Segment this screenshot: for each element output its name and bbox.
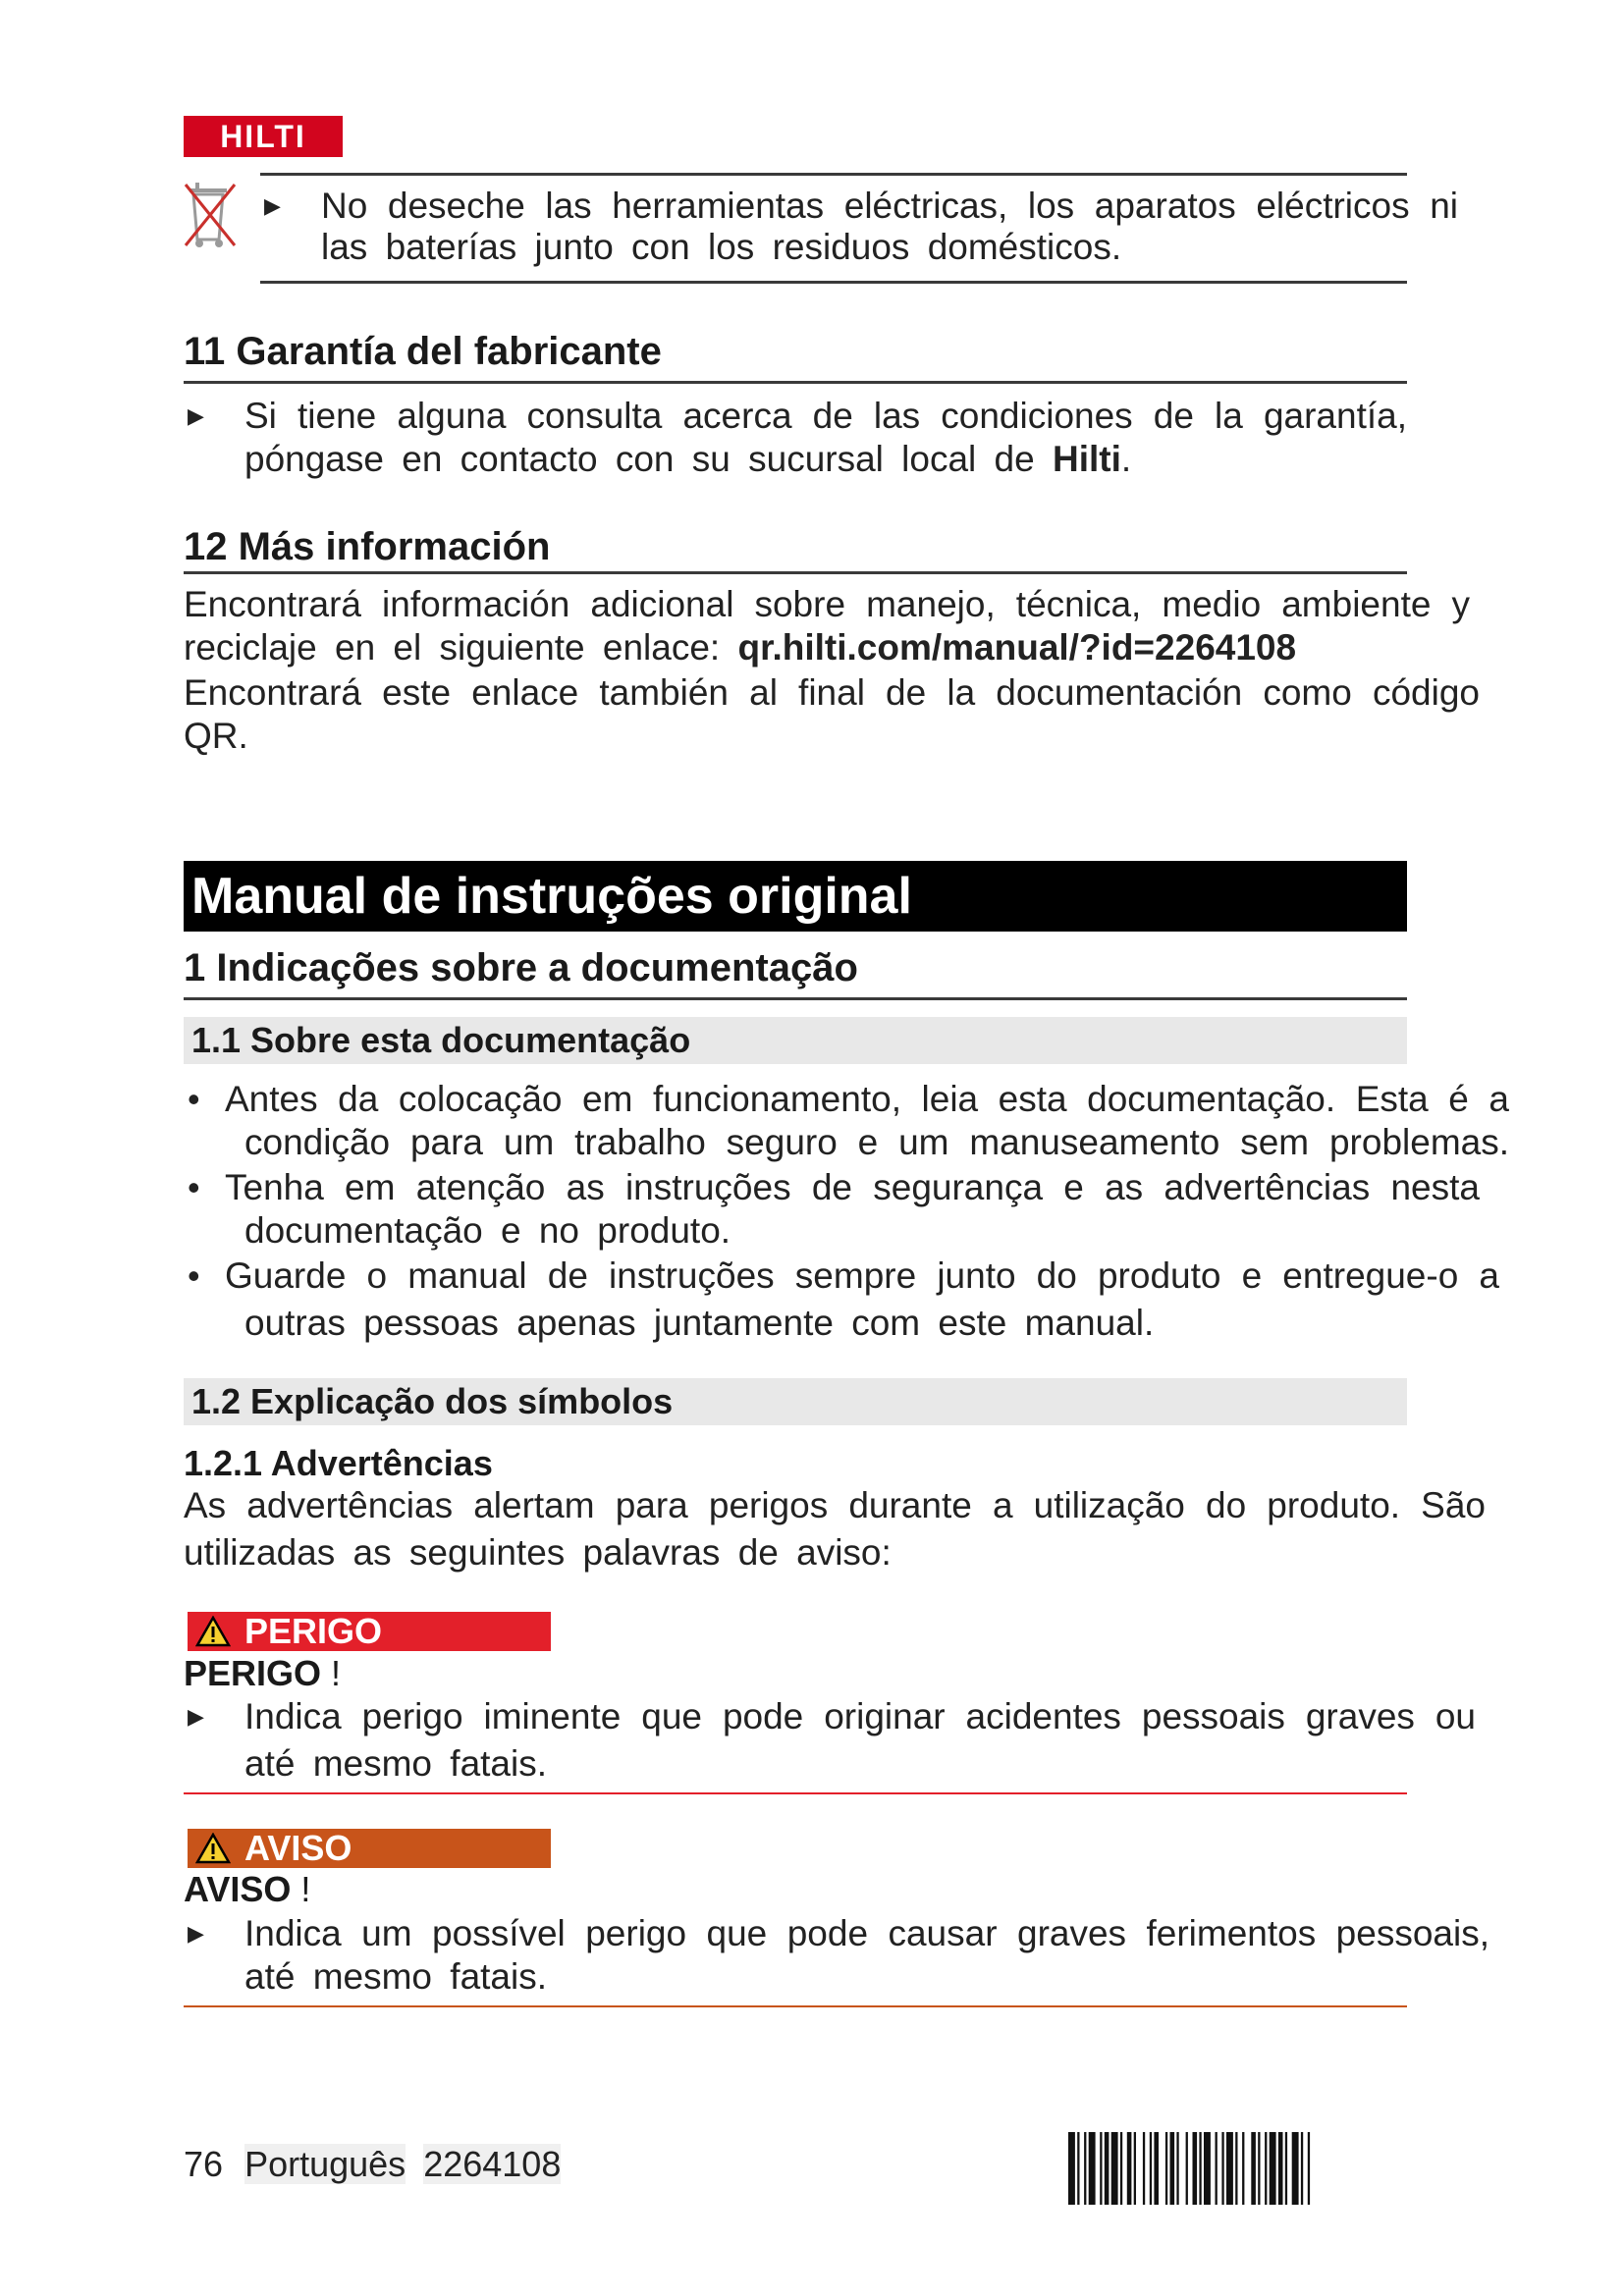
list-item	[184, 1166, 1509, 1253]
barcode-bar	[1251, 2132, 1256, 2205]
section-12-line-1: Encontrará información adicional sobre manejo, técnica, medio ambiente y	[184, 584, 1470, 624]
disposal-text	[260, 185, 1458, 269]
perigo-heading	[184, 1653, 341, 1694]
aviso-divider	[184, 2005, 1407, 2007]
manual-link[interactable]: qr.hilti.com/manual/?id=2264108	[737, 627, 1297, 667]
section-11-line-1: Si tiene alguna consulta acerca de las condiciones de la garantía,	[244, 396, 1407, 436]
barcode-bar	[1084, 2132, 1086, 2205]
barcode-bar	[1308, 2132, 1310, 2205]
section-11-text	[184, 395, 1407, 481]
aviso-label-text: AVISO	[244, 1828, 352, 1868]
list-item	[184, 1078, 1509, 1164]
exclamation: !	[300, 1869, 311, 1909]
barcode-bar	[1235, 2132, 1237, 2205]
triangle-bullet-icon: ▶	[188, 403, 204, 428]
perigo-heading-text: PERIGO	[184, 1653, 322, 1693]
section-12-line-4: QR.	[184, 716, 248, 756]
barcode-bar	[1204, 2132, 1211, 2205]
aviso-line-2: até mesmo fatais.	[244, 1956, 548, 1997]
list-item-line-1: Antes da colocação em funcionamento, leia esta documentação. Esta é a	[225, 1079, 1509, 1119]
bullet-list	[184, 1078, 1509, 1345]
section-12-text	[184, 583, 1480, 758]
triangle-bullet-icon: ▶	[264, 193, 281, 218]
disposal-line-2: las baterías junto con los residuos domésticos.	[321, 227, 1122, 267]
barcode-bar	[1170, 2132, 1175, 2205]
section-12-title: 12 Más información	[184, 525, 551, 568]
barcode-bar	[1134, 2132, 1136, 2205]
warning-triangle-icon	[195, 1616, 231, 1647]
section-1-title: 1 Indicações sobre a documentação	[184, 946, 858, 989]
period: .	[1120, 439, 1132, 479]
intro-line-1: As advertências alertam para perigos durante a utilização do produto. São	[184, 1485, 1486, 1525]
barcode-bar	[1285, 2132, 1287, 2205]
triangle-bullet-icon: ▶	[188, 1704, 204, 1729]
perigo-description	[184, 1695, 1476, 1786]
barcode-bar	[1270, 2132, 1276, 2205]
barcode-bar	[1100, 2132, 1102, 2205]
barcode-bar	[1226, 2132, 1233, 2205]
barcode-bar	[1154, 2132, 1159, 2205]
barcode-bar	[1258, 2132, 1260, 2205]
section-11-line-2-text: póngase en contacto con su sucursal local de	[244, 439, 1035, 479]
barcode-bar	[1242, 2132, 1244, 2205]
barcode-bar	[1186, 2132, 1188, 2205]
hilti-brand: Hilti	[1053, 439, 1121, 479]
aviso-signal-label	[188, 1829, 551, 1868]
barcode-bar	[1301, 2132, 1303, 2205]
barcode-bar	[1165, 2132, 1167, 2205]
disposal-line-1: No deseche las herramientas eléctricas, los aparatos eléctricos ni	[321, 186, 1458, 226]
list-item-line-2: outras pessoas apenas juntamente com este manual.	[244, 1303, 1155, 1343]
barcode-bar	[1176, 2132, 1178, 2205]
barcode-bar	[1278, 2132, 1283, 2205]
divider	[184, 381, 1407, 384]
divider	[260, 281, 1407, 284]
subsection-1-1-title: 1.1 Sobre esta documentação	[184, 1017, 1407, 1064]
section-11-title: 11 Garantía del fabricante	[184, 330, 662, 373]
warnings-intro	[184, 1484, 1486, 1575]
manual-title-banner: Manual de instruções original	[184, 861, 1407, 932]
section-12-line-2-text: reciclaje en el siguiente enlace:	[184, 627, 721, 667]
dot-bullet-icon: •	[188, 1255, 200, 1296]
barcode-bar	[1199, 2132, 1201, 2205]
list-item-line-1: Guarde o manual de instruções sempre junto do produto e entregue-o a	[225, 1255, 1499, 1296]
perigo-divider	[184, 1792, 1407, 1794]
aviso-description	[184, 1912, 1489, 1999]
perigo-label-text: PERIGO	[244, 1611, 383, 1651]
list-item-line-2: condição para um trabalho seguro e um manuseamento sem problemas.	[244, 1122, 1509, 1162]
footer-language: Português	[244, 2144, 406, 2184]
barcode-bar	[1265, 2132, 1267, 2205]
dot-bullet-icon: •	[188, 1079, 200, 1119]
section-12-line-2	[184, 626, 1480, 669]
crossed-bin-icon	[182, 175, 239, 256]
barcode	[1068, 2132, 1402, 2205]
aviso-heading	[184, 1869, 310, 1910]
hilti-logo	[184, 116, 343, 157]
divider	[184, 571, 1407, 574]
footer-doc-id: 2264108	[423, 2144, 562, 2184]
aviso-heading-text: AVISO	[184, 1869, 292, 1909]
perigo-signal-label	[188, 1612, 551, 1651]
dot-bullet-icon: •	[188, 1167, 200, 1207]
exclamation: !	[331, 1653, 342, 1693]
section-11-line-2	[244, 438, 1407, 481]
barcode-bar	[1120, 2132, 1122, 2205]
subsection-1-2-title: 1.2 Explicação dos símbolos	[184, 1378, 1407, 1425]
section-12-line-3: Encontrará este enlace también al final de la documentación como código	[184, 672, 1480, 713]
barcode-bar	[1216, 2132, 1218, 2205]
barcode-bar	[1143, 2132, 1145, 2205]
barcode-bar	[1068, 2132, 1075, 2205]
barcode-bar	[1150, 2132, 1152, 2205]
list-item-line-2: documentação e no produto.	[244, 1210, 731, 1251]
subsection-1-2-1-title: 1.2.1 Advertências	[184, 1443, 493, 1483]
barcode-bar	[1077, 2132, 1079, 2205]
barcode-bar	[1111, 2132, 1118, 2205]
barcode-bar	[1221, 2132, 1223, 2205]
list-item	[184, 1255, 1509, 1345]
triangle-bullet-icon: ▶	[188, 1921, 204, 1946]
intro-line-2: utilizadas as seguintes palavras de aviso:	[184, 1532, 892, 1573]
perigo-line-2: até mesmo fatais.	[244, 1743, 548, 1784]
page-number: 76	[184, 2144, 224, 2184]
barcode-bar	[1105, 2132, 1110, 2205]
logo-text: HILTI	[220, 119, 306, 154]
barcode-bar	[1193, 2132, 1198, 2205]
list-item-line-1: Tenha em atenção as instruções de segurança e as advertências nesta	[225, 1167, 1480, 1207]
footer	[184, 2144, 561, 2185]
perigo-line-1: Indica perigo iminente que pode originar acidentes pessoais graves ou	[244, 1696, 1476, 1736]
divider	[260, 173, 1407, 176]
barcode-bar	[1292, 2132, 1299, 2205]
barcode-bar	[1089, 2132, 1096, 2205]
divider	[184, 997, 1407, 1000]
warning-triangle-icon	[195, 1833, 231, 1864]
aviso-line-1: Indica um possível perigo que pode causar graves ferimentos pessoais,	[244, 1913, 1489, 1953]
barcode-bar	[1127, 2132, 1132, 2205]
